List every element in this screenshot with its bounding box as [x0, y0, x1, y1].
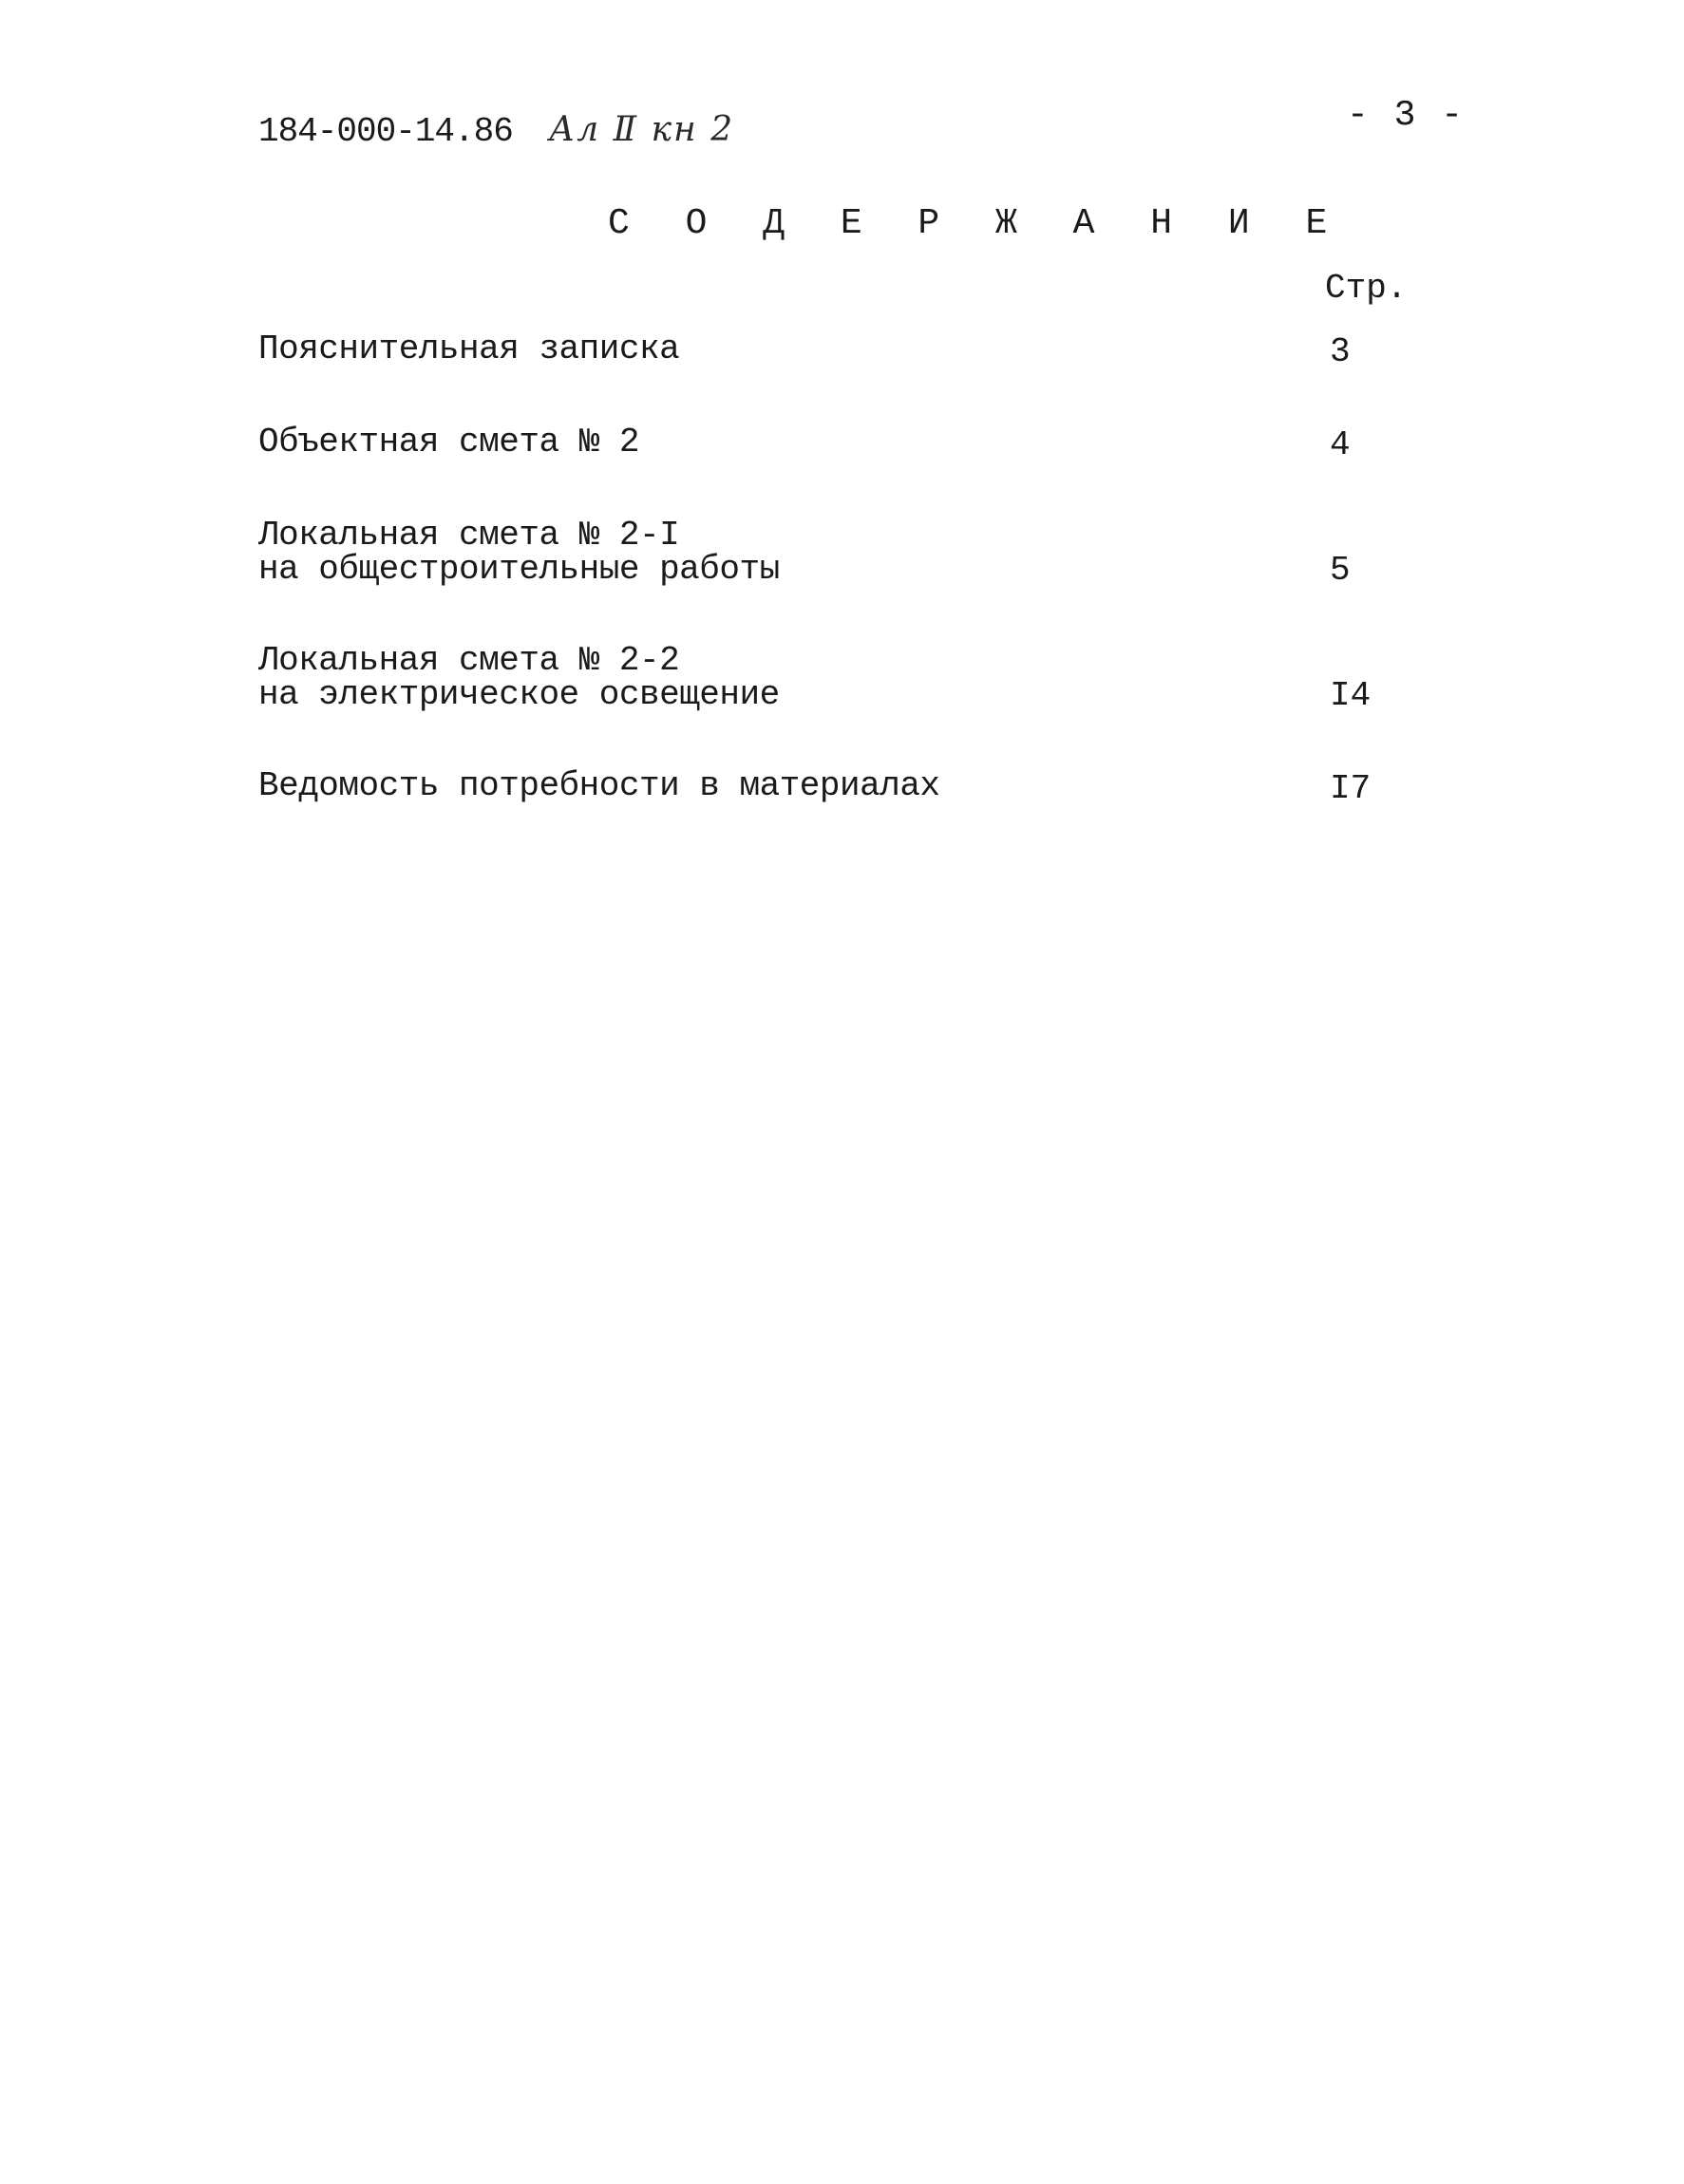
toc-entry-object-estimate — [258, 425, 639, 460]
page-column-header: Стр. — [1325, 269, 1408, 308]
handwritten-annotation: Ал Ⅱ кн 2 — [549, 110, 735, 149]
toc-entry-text: на электрическое освещение — [258, 675, 780, 714]
toc-entry-page: 3 — [1330, 332, 1351, 371]
toc-entry-explanatory-note — [258, 329, 680, 368]
document-code: 184-000-14.86 — [258, 112, 513, 151]
toc-entry-text: Пояснительная записка — [258, 329, 680, 368]
page-number: - 3 - — [1347, 95, 1466, 136]
toc-entry-text: Объектная смета № 2 — [258, 423, 639, 461]
toc-entry-text: на общестроительные работы — [258, 550, 780, 589]
toc-entry-local-estimate-2-2 — [258, 641, 780, 714]
toc-entry-page: I4 — [1330, 676, 1372, 715]
toc-entry-page: 5 — [1330, 551, 1351, 590]
toc-entry-materials-statement — [258, 766, 940, 805]
toc-entry-local-estimate-2-1 — [258, 518, 780, 587]
toc-entry-text: Локальная смета № 2-2 — [258, 641, 680, 680]
toc-entry-text: Ведомость потребности в материалах — [258, 766, 940, 805]
toc-entry-text: Локальная смета № 2-I — [258, 516, 680, 555]
toc-entry-page: 4 — [1330, 425, 1351, 464]
toc-entry-page: I7 — [1330, 769, 1372, 808]
contents-title: С О Д Е Р Ж А Н И Е — [608, 203, 1345, 244]
